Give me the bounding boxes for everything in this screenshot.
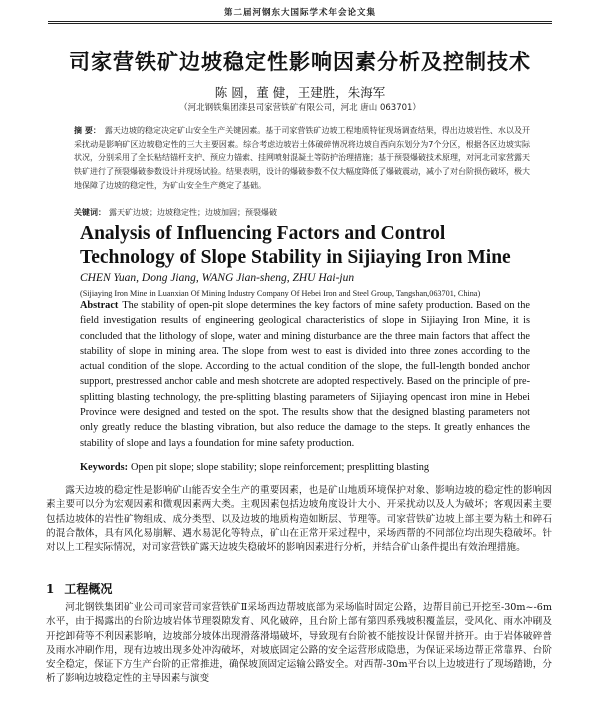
english-keywords-label: Keywords: (80, 462, 129, 473)
chinese-keywords-label: 关键词： (74, 208, 106, 217)
section-paragraph: 河北钢铁集团矿业公司司家营司家营铁矿Ⅱ采场西边帮坡底部为采场临时固定公路，边帮目前已开挖至-30m~-6m水平，由于揭露出的台阶边坡岩体节理裂隙发育、风化破碎，且台阶上部有第四系残坡积覆盖层，受风化、雨水冲刷及开挖卸荷等不利因素影响，边坡部分坡体出现滑落滑塌破坏，导致现有台阶被不能按设计保留并挤开。由于岩体破碎普及雨水冲刷作用，现有边坡出现多处冲沟破坏，对坡底固定公路的安全运营形成隐患，为保证采场边帮正常靠界、台阶安全稳定，保证下方生产台阶的正常推进，确保坡顶固定运输公路安全。对西帮-30m平台以上边坡进行了现场踏勘，分析了影响边坡稳定性的主导因素与演变 (46, 602, 552, 685)
chinese-affiliation: （河北钢铁集团滦县司家营铁矿有限公司，河北 唐山 063701） (179, 103, 421, 113)
running-head: 第二届河钢东大国际学术年会论文集 (223, 8, 376, 18)
english-keywords (80, 462, 530, 473)
english-affiliation: (Sijiaying Iron Mine in Luanxian Of Mining Industry Company Of Hebei Iron and Steel Group, Tangshan,063701, China) (80, 289, 481, 298)
chinese-keywords-text: 露天矿边坡；边坡稳定性；边坡加固；预裂爆破 (109, 208, 277, 217)
chinese-keywords (74, 207, 530, 218)
english-abstract-text: The stability of open-pit slope determines the key factors of mine safety production. Based on the field investigation results of engineering geological characteristics of slope in Sijiaying Iron Mine, it is concluded that the lithology of slope, water and mining disturbance are the three main factors that affect the stability of slope in mining area. The slope from west to east is divided into three zones according to the actual condition of the slope. According to the actual condition of the slope, the full-length bonded anchor support, prestressed anchor cable and mesh shotcrete are adopted respectively. Based on the principle of pre-splitting blasting technology, the pre-splitting blasting parameters of Sijiaying opencast iron mine in Hebei Province were designed and tested on the spot. The results show that the designed blasting parameters not only greatly reduce the blasting vibration, but also reduce the damage to the steps. It greatly enhances the stability of slope and lays a foundation for mine safety production. (80, 300, 530, 449)
chinese-abstract-label: 摘 要： (74, 126, 101, 135)
section-title: 工程概况 (64, 582, 113, 596)
chinese-authors: 陈 圆，董 健，王建胜，朱海军 (214, 85, 386, 100)
english-keywords-text: Open pit slope; slope stability; slope reinforcement; presplitting blasting (131, 462, 430, 473)
chinese-abstract (74, 124, 530, 193)
header-rule-top (48, 21, 552, 22)
chinese-abstract-text: 露天边坡的稳定决定矿山安全生产关键因素。基于司家营铁矿边坡工程地质特征现场调查结果，得出边坡岩性、水以及开采扰动是影响矿区边坡稳定性的三大主要因素。综合考虑边坡岩土体破碎情况将边坡自西向东划分为7个分区，根据各区边坡实际状况，分别采用了全长粘结锚杆支护、预应力锚索、挂网喷射混凝土等防护治理措施；基于预裂爆破技术原理，对河北司家营露天铁矿进行了预裂爆破参数设计并现场试验。结果表明，设计的爆破参数不仅大幅度降低了爆破震动，减小了对台阶损伤破坏，极大地保障了边坡的稳定性，为矿山安全生产奠定了基础。 (74, 126, 530, 190)
english-authors: CHEN Yuan, Dong Jiang, WANG Jian-sheng, ZHU Hai-jun (80, 272, 355, 284)
section-number: 1 (46, 582, 55, 596)
section-heading (46, 580, 112, 597)
english-abstract-label: Abstract (80, 300, 119, 311)
intro-paragraph: 露天边坡的稳定性是影响矿山能否安全生产的重要因素，也是矿山地质环境保护对象、影响边坡的稳定性的影响因素主要可以分为宏观因素和微观因素两大类。主观因素包括边坡角度设计大小、开采扰动以及人为破坏；客观因素主要包括边坡体的岩性矿物组成、成分类型、以及边坡的地质构造如断层、节理等。司家营铁矿边坡上部主要为粘土和碎石的混合散体，具有风化易崩解、遇水易泥化等特点，矿山在正常开采过程中，采场西帮的不同部位均出现失稳破坏。针对以上工程实际情况，对司家营铁矿露天边坡失稳破坏的影响因素进行分析，并结合矿山条件提出有效治理措施。 (46, 485, 552, 554)
english-abstract (80, 298, 530, 451)
chinese-title: 司家营铁矿边坡稳定性影响因素分析及控制技术 (69, 50, 531, 74)
header-rule-bottom (48, 23, 552, 24)
english-title: Analysis of Influencing Factors and Control Technology of Slope Stability in Sijiaying Iron Mine (80, 223, 511, 268)
